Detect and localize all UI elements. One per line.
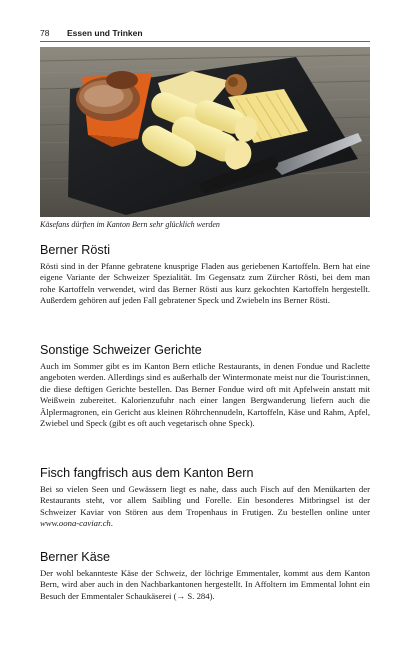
cheese-board-photo (40, 47, 370, 217)
section-berner-roesti (40, 243, 370, 307)
section-berner-kaese (40, 550, 370, 602)
paragraph-sonstige-gerichte: Auch im Sommer gibt es im Kanton Bern etliche Restaurants, in denen Fondue und Raclette angeboten werden. Allerdings sind es außerhalb der Wintermonate meist nur die Tourist:innen, die diese deftigen Gerichte bestellen. Das Berner Fondue wird oft mit Apfelwein anstatt mit Weißwein zubereitet. Kalorienzufuhr nach einer langen Bergwanderung liefern auch die Älplermagronen, ein Gericht aus kleinen Röhrchennudeln, Kartoffeln, Käse und Rahm, Apfel, Zwiebel und Speck (gibt es oft auch vegetarisch ohne Speck). (40, 361, 370, 429)
paragraph-fisch (40, 484, 370, 530)
page-number: 78 (40, 28, 50, 38)
heading-fisch: Fisch fangfrisch aus dem Kanton Bern (40, 466, 254, 480)
caviar-website-link[interactable]: www.oona-caviar.ch (40, 518, 111, 529)
fisch-text: Bei so vielen Seen und Gewässern liegt es nahe, dass auch Fisch auf den Menükarten der Restaurants steht, vor allem Saibling und Forelle. Ein besonderes Mitbringsel ist der Schweizer Kaviar von Stören aus dem Tropenhaus in Frutigen. Zu bestellen online unter (40, 484, 370, 517)
photo-caption: Käsefans dürften im Kanton Bern sehr glücklich werden (40, 220, 220, 229)
section-sonstige-gerichte (40, 343, 370, 429)
fisch-text-end: . (110, 518, 113, 529)
paragraph-berner-roesti: Rösti sind in der Pfanne gebratene knusprige Fladen aus geriebenen Kartoffeln. Bern hat eine eigene Variante der Schweizer Spezialität. Im Gegensatz zum Zürcher Rösti, bei dem man rohe Kartoffeln verwendet, wird das Berner Rösti aus kurz gekochten Kartoffeln hergestellt. Außerdem gehören auf jeden Fall gebratener Speck und Zwiebeln ins Berner Rösti. (40, 261, 370, 306)
paragraph-berner-kaese: Der wohl bekannteste Käse der Schweiz, der löchrige Emmentaler, kommt aus dem Kanton Bern, wird aber auch in den Nachbarkantonen hergestellt. In Affoltern im Emmental lohnt ein Besuch der Emmentaler Schaukäserei (→ S. 284). (40, 568, 370, 601)
heading-berner-roesti: Berner Rösti (40, 243, 110, 257)
running-section-title: Essen und Trinken (67, 28, 143, 38)
heading-berner-kaese: Berner Käse (40, 550, 111, 564)
heading-sonstige-gerichte: Sonstige Schweizer Gerichte (40, 343, 202, 357)
section-fisch (40, 466, 370, 530)
page-header (40, 25, 370, 42)
